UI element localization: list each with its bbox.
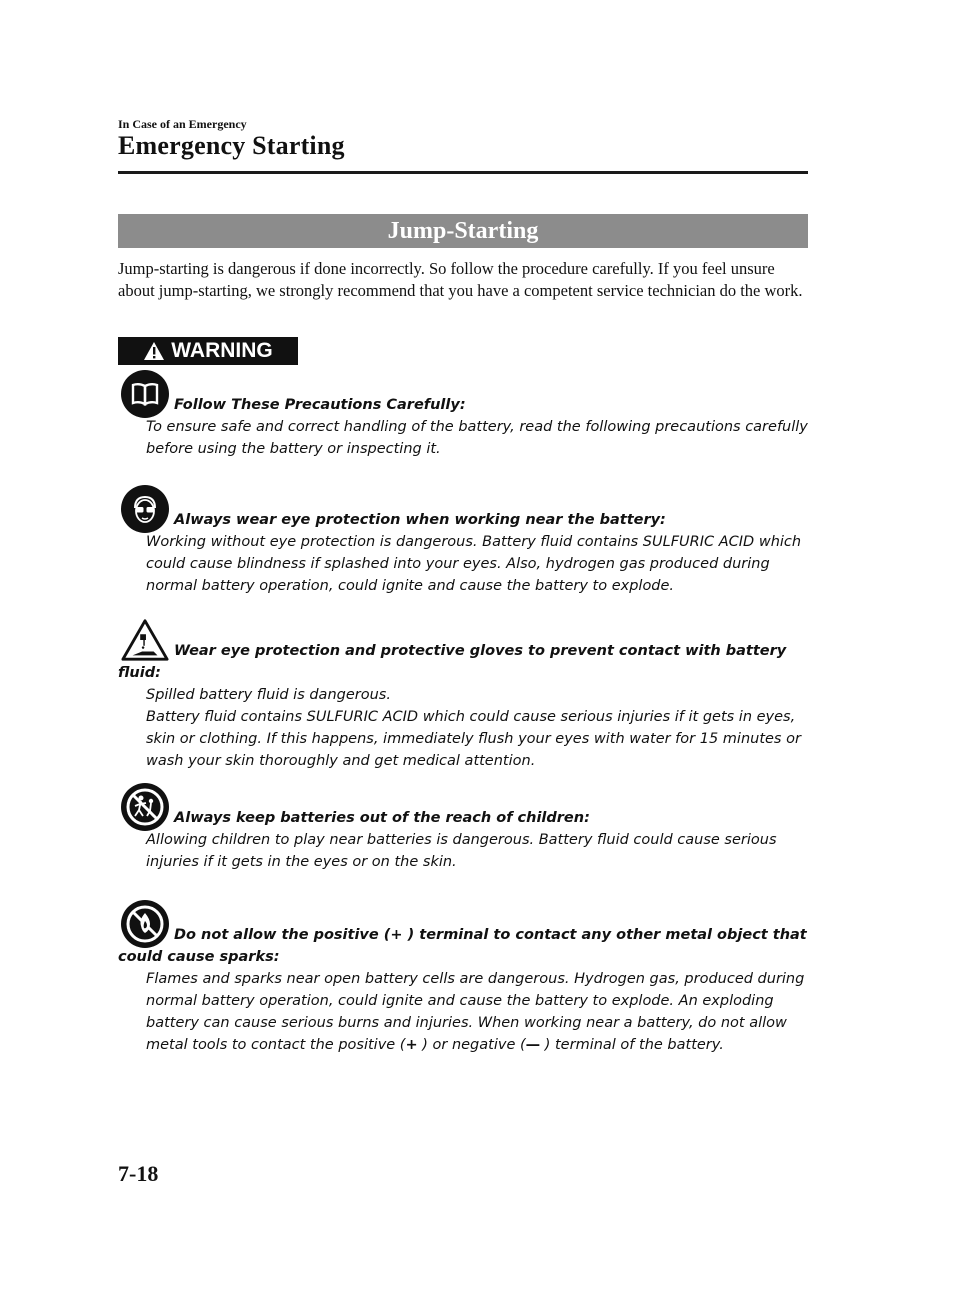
body-part: ) terminal of the battery. — [544, 1037, 724, 1053]
warning-badge — [118, 337, 298, 365]
warning-item-sparks — [118, 900, 808, 1056]
intro-paragraph: Jump-starting is dangerous if done incorrectly. So follow the procedure carefully. If you feel unsure about jump-starting, we strongly recommend that you have a competent service technician do the work. — [118, 259, 803, 300]
section-title: Jump-Starting — [387, 217, 539, 244]
heading-part: Do not allow the positive ( — [174, 927, 391, 943]
corrosive-warning-icon — [121, 616, 169, 664]
no-sparks-icon — [121, 900, 169, 948]
minus-symbol: — — [525, 1037, 541, 1053]
body-part: ) or negative ( — [422, 1037, 526, 1053]
warning-item-body: Allowing children to play near batteries is dangerous. Battery fluid could cause serious injuries if it gets in the eyes or on the skin. — [146, 832, 777, 870]
warning-label: WARNING — [171, 339, 273, 362]
page-number: 7-18 — [118, 1161, 159, 1186]
heading-part: ) terminal to contact any other metal object that could cause sparks: — [118, 927, 807, 965]
warning-item-read-precautions — [118, 370, 808, 460]
warning-item-heading — [118, 900, 808, 968]
plus-symbol: + — [390, 927, 403, 943]
warning-item-body: Spilled battery fluid is dangerous. — [146, 687, 391, 703]
warning-triangle-icon — [143, 341, 165, 361]
warning-item-body: To ensure safe and correct handling of the battery, read the following precautions carefully before using the battery or inspecting it. — [146, 419, 808, 457]
section-label: In Case of an Emergency — [118, 117, 247, 131]
warning-item-body: Battery fluid contains SULFURIC ACID which could cause serious injuries if it gets in eyes, skin or clothing. If this happens, immediately flush your eyes with water for 15 minutes or wash your skin thoroughly and get medical attention. — [146, 709, 801, 769]
header-rule — [118, 171, 808, 174]
warning-item-gloves — [118, 616, 808, 772]
chapter-title: Emergency Starting — [118, 131, 345, 160]
warning-item-heading: Wear eye protection and protective gloves to prevent contact with battery fluid: — [118, 643, 787, 681]
book-icon — [121, 370, 169, 418]
warning-item-children — [118, 783, 808, 873]
plus-symbol: + — [405, 1037, 418, 1053]
warning-item-body — [118, 968, 808, 1056]
warning-item-heading: Always keep batteries out of the reach of children: — [174, 810, 590, 826]
section-banner — [118, 214, 808, 248]
warning-item-body: Working without eye protection is dangerous. Battery fluid contains SULFURIC ACID which could cause blindness if splashed into your eyes. Also, hydrogen gas produced during normal battery operation, could ignite and cause the battery to explode. — [146, 534, 802, 594]
warning-item-heading: Follow These Precautions Carefully: — [174, 397, 466, 413]
eye-protection-icon — [121, 485, 169, 533]
body-part: Flames and sparks near open battery cells are dangerous. Hydrogen gas, produced during normal battery operation, could ignite and cause the battery to explode. An exploding battery can cause serious burns and injuries. When working near a battery, do not allow metal tools to contact the positive ( — [146, 971, 805, 1053]
no-children-icon — [121, 783, 169, 831]
warning-item-heading: Always wear eye protection when working near the battery: — [174, 512, 666, 528]
warning-item-eye-protection — [118, 485, 808, 597]
